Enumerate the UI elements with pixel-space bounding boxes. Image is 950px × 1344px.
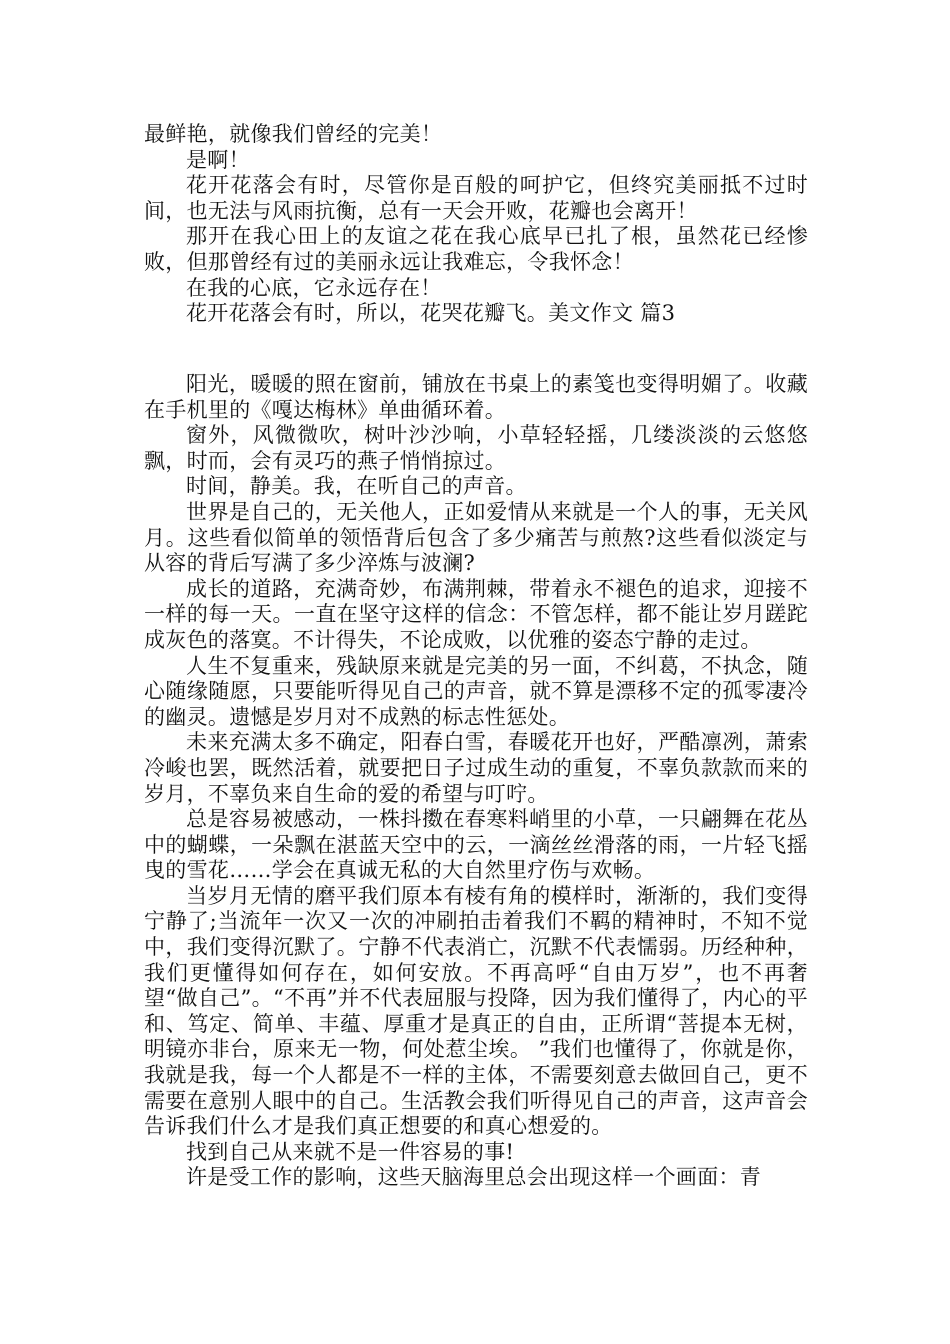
paragraph: 在我的心底，它永远存在！ bbox=[186, 275, 442, 300]
paragraph: 最鲜艳，就像我们曾经的完美！ bbox=[144, 122, 443, 146]
paragraph: 找到自己从来就不是一件容易的事! bbox=[186, 1139, 515, 1164]
paragraph: 未来充满太多不确定，阳春白雪，春暖花开也好，严酷凛冽，萧索冷峻也罢，既然活着，就要把日子过成生动的重复，不辜负款款而来的岁月，不辜负来自生命的爱的希望与叮咛。 bbox=[144, 730, 808, 806]
paragraph: 窗外，风微微吹，树叶沙沙响，小草轻轻摇，几缕淡淡的云悠悠飘，时而，会有灵巧的燕子悄悄掠过。 bbox=[144, 423, 808, 473]
paragraph: 时间，静美。我，在听自己的声音。 bbox=[186, 474, 527, 499]
essay-section-one bbox=[144, 122, 808, 327]
paragraph: 世界是自己的，无关他人，正如爱情从来就是一个人的事，无关风月。这些看似简单的领悟背后包含了多少痛苦与煎熬?这些看似淡定与从容的背后写满了多少淬炼与波澜? bbox=[144, 499, 808, 576]
paragraph: 成长的道路，充满奇妙，布满荆棘，带着永不褪色的追求，迎接不一样的每一天。一直在坚守这样的信念：不管怎样，都不能让岁月蹉跎成灰色的落寞。不计得失，不论成败，以优雅的姿态宁静的走过。 bbox=[144, 576, 808, 652]
paragraph: 阳光，暖暖的照在窗前，铺放在书桌上的素笺也变得明媚了。收藏在手机里的《嘎达梅林》单曲循环着。 bbox=[144, 372, 808, 422]
paragraph: 是啊！ bbox=[186, 147, 250, 172]
paragraph: 许是受工作的影响，这些天脑海里总会出现这样一个画面：青 bbox=[186, 1165, 762, 1190]
section-heading-line: 花开花落会有时，所以，花哭花瓣飞。美文作文 篇3 bbox=[186, 301, 676, 326]
essay-section-two bbox=[144, 372, 808, 1191]
paragraph: 花开花落会有时，尽管你是百般的呵护它，但终究美丽抵不过时间，也无法与风雨抗衡，总有一天会开败，花瓣也会离开！ bbox=[144, 173, 808, 223]
paragraph: 人生不复重来，残缺原来就是完美的另一面，不纠葛，不执念，随心随缘随愿，只要能听得见自己的声音，就不算是漂移不定的孤零凄冷的幽灵。遗憾是岁月对不成熟的标志性惩处。 bbox=[144, 653, 808, 729]
paragraph: 当岁月无情的磨平我们原本有棱有角的模样时，渐渐的，我们变得宁静了;当流年一次又一次的冲刷拍击着我们不羁的精神时，不知不觉中，我们变得沉默了。宁静不代表消亡，沉默不代表懦弱。历经种种，我们更懂得如何存在，如何安放。不再高呼“自由万岁”，也不再奢望“做自己”。“不再”并不代表屈服与投降，因为我们懂得了，内心的平和、笃定、简单、丰蕴、厚重才是真正的自由，正所谓“菩提本无树，明镜亦非台，原来无一物，何处惹尘埃。 ”我们也懂得了，你就是你，我就是我，每一个人都是不一样的主体，不需要刻意去做回自己，更不需要在意别人眼中的自己。生活教会我们听得见自己的声音，这声音会告诉我们什么才是我们真正想要的和真心想爱的。 bbox=[144, 883, 808, 1139]
paragraph: 那开在我心田上的友谊之花在我心底早已扎了根，虽然花已经惨败，但那曾经有过的美丽永远让我难忘，令我怀念！ bbox=[144, 224, 808, 274]
paragraph: 总是容易被感动，一株抖擞在春寒料峭里的小草，一只翩舞在花丛中的蝴蝶，一朵飘在湛蓝天空中的云，一滴丝丝滑落的雨，一片轻飞摇曳的雪花……学会在真诚无私的大自然里疗伤与欢畅。 bbox=[144, 807, 808, 883]
